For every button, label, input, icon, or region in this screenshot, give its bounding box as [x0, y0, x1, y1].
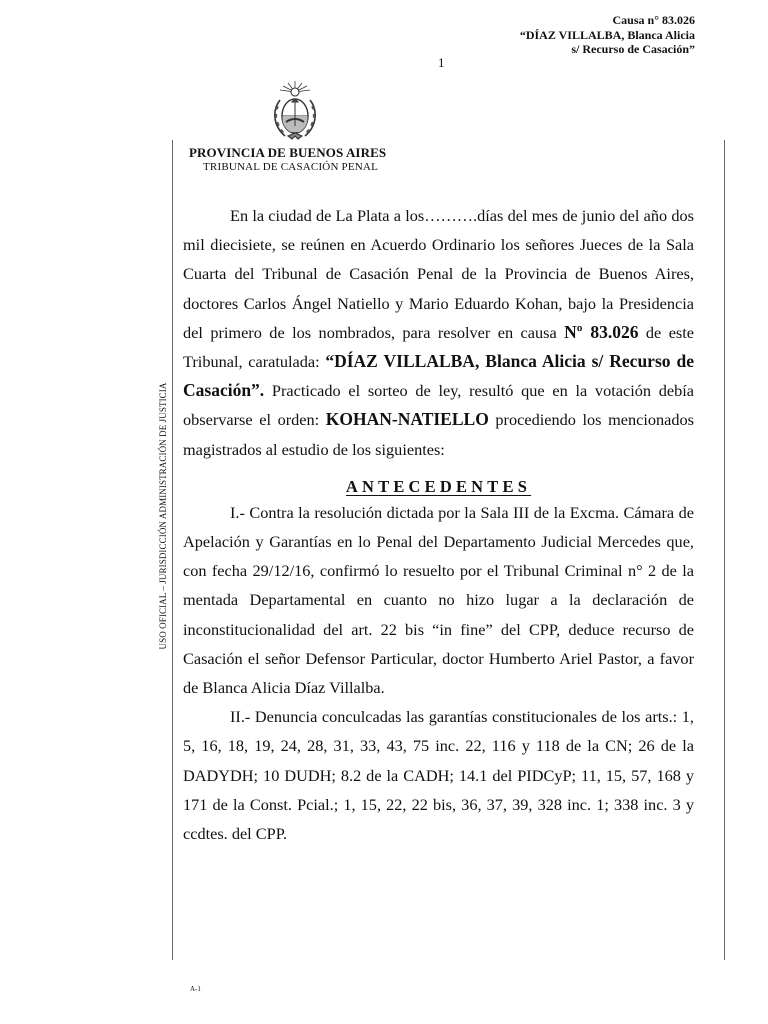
- tribunal-subtitle: TRIBUNAL DE CASACIÓN PENAL: [203, 161, 378, 173]
- case-caption: “DÍAZ VILLALBA, Blanca Alicia s/ Recurso de Casación”.: [183, 351, 694, 401]
- opening-text-2: de este Tribunal, caratulada:: [183, 322, 695, 372]
- opening-text-4: procediendo los mencionados magistrados al estudio de los siguientes:: [183, 410, 694, 459]
- province-title: PROVINCIA DE BUENOS AIRES: [189, 145, 387, 160]
- opening-text-3: Practicado el sorteo de ley, resultó que en la votación debía observarse el orden:: [183, 381, 694, 430]
- right-margin-rule: [724, 140, 725, 960]
- document-body: [183, 201, 694, 848]
- paragraph-antecedente-2: II.- Denuncia conculcadas las garantías constitucionales de los arts.: 1, 5, 16, 18, 19, 24, 28, 31, 33, 43, 75 inc. 22, 116 y 118 de la CN; 26 de la DADYDH; 10 DUDH; 8.2 de la CADH; 14.1 del PIDCyP; 11, 15, 57, 168 y 171 de la Const. Pcial.; 1, 15, 22, 22 bis, 36, 37, 39, 328 inc. 1; 338 inc. 3 y ccdtes. del CPP.: [183, 707, 694, 844]
- page-number: 1: [438, 55, 445, 70]
- case-number-ref: Nº 83.026: [564, 321, 639, 342]
- opening-paragraph: [183, 201, 694, 464]
- case-title-line1: “DÍAZ VILLALBA, Blanca Alicia: [519, 27, 695, 42]
- voting-order: KOHAN-NATIELLO: [325, 409, 489, 430]
- official-use-caption-text: USO OFICIAL – JURISDICCIÓN ADMINISTRACIÓN DE JUSTICIA: [158, 382, 168, 650]
- left-margin-rule: [172, 140, 173, 960]
- opening-text-1: En la ciudad de La Plata a los……….días del mes de junio del año dos mil diecisiete, se reúnen en Acuerdo Ordinario los señores Jueces de la Sala Cuarta del Tribunal de Casación Penal de la Provincia de Buenos Aires, doctores Carlos Ángel Natiello y Mario Eduardo Kohan, bajo la Presidencia del primero de los nombrados, para resolver en causa: [183, 206, 694, 342]
- case-number: Causa n° 83.026: [612, 13, 695, 27]
- section-heading-antecedentes: ANTECEDENTES: [345, 476, 532, 496]
- case-title-line2: s/ Recurso de Casación”: [571, 42, 695, 56]
- official-use-caption: [158, 374, 168, 658]
- footer-code: A-1: [190, 985, 201, 993]
- paragraph-antecedente-1: I.- Contra la resolución dictada por la Sala III de la Excma. Cámara de Apelación y Garantías en lo Penal del Departamento Judicial Mercedes que, con fecha 29/12/16, confirmó lo resuelto por el Tribunal Criminal n° 2 de la mentada Departamental en cuanto no hizo lugar a la declaración de inconstitucionalidad del art. 22 bis “in fine” del CPP, deduce recurso de Casación el señor Defensor Particular, doctor Humberto Ariel Pastor, a favor de Blanca Alicia Díaz Villalba.: [183, 502, 694, 698]
- coat-of-arms-icon: [268, 78, 322, 142]
- case-header: [520, 13, 695, 57]
